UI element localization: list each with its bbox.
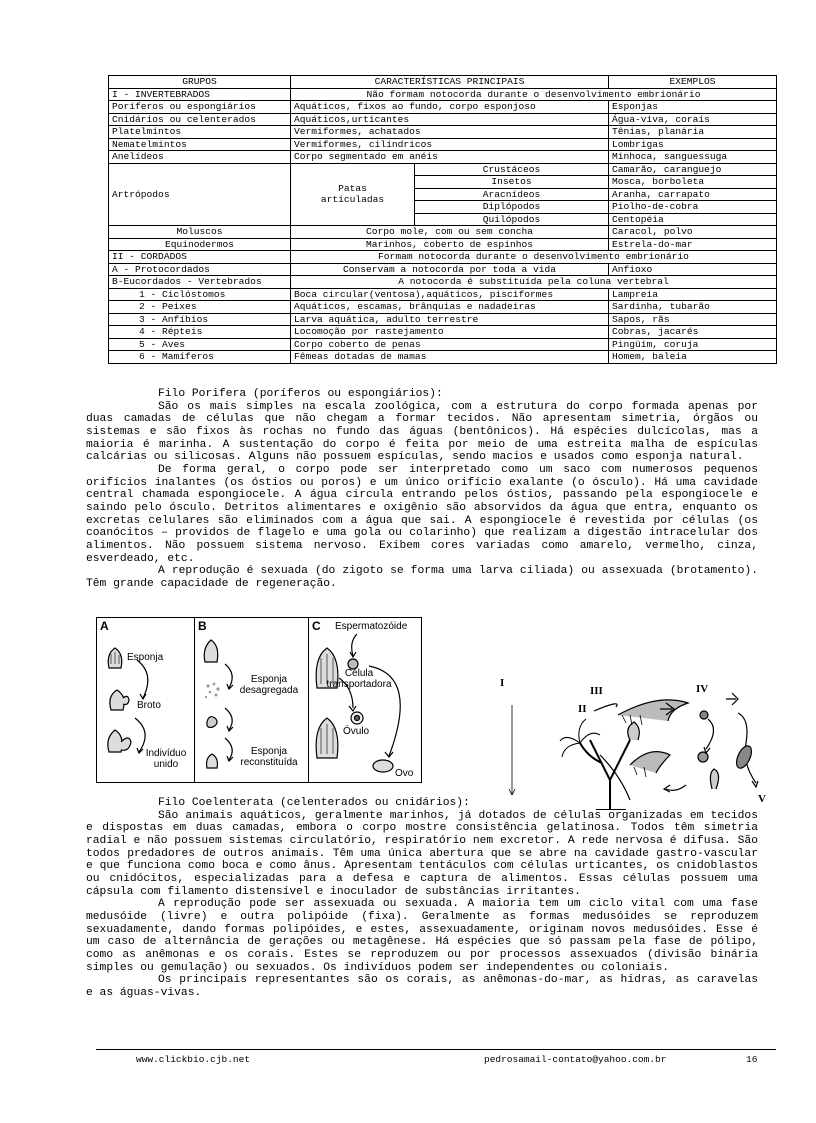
cnidarian-life-cycle (490, 675, 780, 810)
cell-exemplo: Sardinha, tubarão (609, 301, 777, 314)
figure-c-label-celula: Célula transportadora (326, 668, 392, 690)
table-row (109, 101, 777, 114)
cell-caracteristica: Locomoção por rastejamento (291, 326, 609, 339)
cycle-label-iii: III (590, 685, 603, 697)
cordados-desc: Formam notocorda durante o desenvolvimento embrionário (291, 251, 777, 264)
cycle-label-ii: II (578, 703, 587, 715)
figure-b-label-desagregada: Esponja desagregada (239, 674, 299, 696)
cell-exemplo: Homem, baleia (609, 351, 777, 364)
table-row (109, 151, 777, 164)
cell-exemplo: Centopéia (609, 213, 777, 226)
figure-c-label-ovo: Ovo (395, 768, 414, 779)
fertilization-illustration (309, 618, 421, 782)
table-row (109, 338, 777, 351)
cell-exemplo: Mosca, borboleta (609, 176, 777, 189)
cell-exemplo: Cobras, jacarés (609, 326, 777, 339)
paragraph: De forma geral, o corpo pode ser interpretado como um saco com numerosos pequenos orifícios inalantes (os óstios ou poros) e um único orifício exalante (o ósculo). Há uma cavidade central chamada espongiocele. A água circula entrando pelos óstios, passando pela espongiocele e saindo pelo ósculo. Detritos alimentares e oxigênio são absorvidos da água que entra, enquanto os excretas celulares são eliminados com a água que sai. A espongiocele é revestida por células (os coanócitos – providos de flagelo e uma gola ou colarinho) que realizam a digestão intracelular dos alimentos. Não possuem sistema nervoso. Exibem cores variadas como amarelo, vermelho, cinza, esverdeado, etc. (86, 463, 758, 565)
table-row (109, 238, 777, 251)
cell-grupo: 3 - Anfíbios (109, 313, 291, 326)
paragraph: São animais aquáticos, geralmente marinhos, já dotados de células organizadas em tecidos e dispostas em duas camadas, embora o corpo mostre consistência gelatinosa. Todos têm simetria radial e não possuem sistemas circulatório, respiratório nem excretor. A rede nervosa é difusa. São todos predadores de outros animais. Têm uma única abertura que se abre na cavidade gastro-vascular e que funciona como boca e como ânus. Apresentam tentáculos com células urticantes, os cnidoblastos ou cnidócitos, especializadas para a defesa e captura de alimentos. Essas células possuem uma cápsula com filamento distensível e inoculador de substâncias irritantes. (86, 809, 758, 898)
cell-grupo: A - Protocordados (109, 263, 291, 276)
figure-a-label-individuo: Indivíduo unido (145, 748, 187, 770)
cell-subclasse: Insetos (415, 176, 609, 189)
table-row (109, 113, 777, 126)
table-row (109, 126, 777, 139)
cell-caracteristica: A notocorda é substituída pela coluna vertebral (291, 276, 777, 289)
cell-caracteristica: Corpo coberto de penas (291, 338, 609, 351)
paragraph: A reprodução pode ser assexuada ou sexuada. A maioria tem um ciclo vital com uma fase medusóide (livre) e outra polipóide (fixa). Geralmente as formas medusóides se reproduzem sexuadamente, dando formas polipóides, e estes, assexuadamente, originam novos medusóides. Esse é um caso de alternância de gerações ou metagênese. Há espécies que só passam pela fase de pólipo, como as anêmonas e os corais. Estes se reproduzem ou por processos assexuados (divisão binária simples ou gemulação) ou sexuados. Os indivíduos podem ser independentes ou coloniais. (86, 898, 758, 974)
figure-a-label-esponja: Esponja (127, 652, 164, 663)
cell-exemplo: Lampreia (609, 288, 777, 301)
cycle-label-i: I (500, 677, 505, 689)
cell-caracteristica: Corpo mole, com ou sem concha (291, 226, 609, 239)
figure-c-label-espermatozoide: Espermatozóide (335, 621, 408, 632)
cell-grupo: Anelídeos (109, 151, 291, 164)
classification-table (108, 75, 777, 364)
porifera-section (86, 388, 758, 591)
cell-subclasse: Crustáceos (415, 163, 609, 176)
cell-grupo: Moluscos (109, 226, 291, 239)
cell-caracteristica: Corpo segmentado em anéis (291, 151, 609, 164)
cell-caracteristica: Aquáticos, escamas, brânquias e nadadeiras (291, 301, 609, 314)
cell-grupo: 4 - Répteis (109, 326, 291, 339)
cell-grupo: 2 - Peixes (109, 301, 291, 314)
cell-caracteristica: Marinhos, coberto de espinhos (291, 238, 609, 251)
coelenterata-section (86, 797, 758, 1000)
cell-exemplo: Tênias, planária (609, 126, 777, 139)
header-grupos: GRUPOS (109, 76, 291, 89)
cell-exemplo: Caracol, polvo (609, 226, 777, 239)
footer-page-number: 16 (746, 1054, 758, 1065)
cell-caracteristica: Aquáticos, fixos ao fundo, corpo esponjoso (291, 101, 609, 114)
table-row (109, 163, 777, 176)
header-caracteristicas: CARACTERÍSTICAS PRINCIPAIS (291, 76, 609, 89)
artropodos-feature: Patas articuladas (291, 163, 415, 226)
cell-exemplo: Camarão, caranguejo (609, 163, 777, 176)
table-row (109, 351, 777, 364)
cell-exemplo: Estrela-do-mar (609, 238, 777, 251)
coelenterata-heading: Filo Coelenterata (celenterados ou cnidários): (158, 797, 470, 809)
cell-grupo: 1 - Ciclóstomos (109, 288, 291, 301)
cell-grupo: 5 - Aves (109, 338, 291, 351)
header-exemplos: EXEMPLOS (609, 76, 777, 89)
cell-caracteristica: Vermiformes, achatados (291, 126, 609, 139)
cell-caracteristica: Vermiformes, cilíndricos (291, 138, 609, 151)
porifera-heading: Filo Porifera (poríferos ou espongiários): (158, 388, 443, 400)
table-row (109, 88, 777, 101)
table-row (109, 251, 777, 264)
life-cycle-illustration (490, 675, 780, 810)
cell-exemplo: Anfioxo (609, 263, 777, 276)
cell-grupo: Poríferos ou espongiários (109, 101, 291, 114)
cell-grupo: Nematelmintos (109, 138, 291, 151)
cell-exemplo: Sapos, rãs (609, 313, 777, 326)
table-row (109, 301, 777, 314)
figure-b-regeneration (194, 617, 309, 783)
cell-caracteristica: Aquáticos,urticantes (291, 113, 609, 126)
figure-a-letter: A (100, 619, 109, 633)
cycle-label-v: V (758, 793, 766, 805)
cell-caracteristica: Conservam a notocorda por toda a vida (291, 263, 609, 276)
cell-grupo: Cnidários ou celenterados (109, 113, 291, 126)
cell-caracteristica: Fêmeas dotadas de mamas (291, 351, 609, 364)
figure-a-label-broto: Broto (137, 700, 161, 711)
invertebrados-desc: Não formam notocorda durante o desenvolvimento embrionário (291, 88, 777, 101)
paragraph: São os mais simples na escala zoológica, com a estrutura do corpo formada apenas por duas camadas de células que não chegam a formar tecidos. Não apresentam simetria, órgãos ou sistemas e são fixos às rochas no fundo das águas (bentônicos). Há espécies dulcícolas, mas a maioria é marinha. A sustentação do corpo é feita por meio de uma estreita malha de espículas calcárias ou silicosas. Alguns não possuem espículas, sendo macios e usados como esponja natural. (86, 400, 758, 464)
paragraph: A reprodução é sexuada (do zigoto se forma uma larva ciliada) ou assexuada (brotamento). Têm grande capacidade de regeneração. (86, 565, 758, 590)
cell-grupo: B-Eucordados - Vertebrados (109, 276, 291, 289)
cell-subclasse: Diplópodos (415, 201, 609, 214)
table-row (109, 276, 777, 289)
cycle-label-iv: IV (696, 683, 709, 695)
invertebrados-label: I - INVERTEBRADOS (109, 88, 291, 101)
figure-a-budding (96, 617, 195, 783)
cell-grupo: Equinodermos (109, 238, 291, 251)
figure-c-fertilization (308, 617, 422, 783)
table-header-row (109, 76, 777, 89)
figure-b-letter: B (198, 619, 207, 633)
cell-caracteristica: Larva aquática, adulto terrestre (291, 313, 609, 326)
artropodos-label: Artrópodos (109, 163, 291, 226)
paragraph: Os principais representantes são os corais, as anêmonas-do-mar, as hidras, as caravelas e as águas-vivas. (86, 974, 758, 999)
cell-exemplo: Pingüim, coruja (609, 338, 777, 351)
table-row (109, 288, 777, 301)
table-row (109, 326, 777, 339)
cell-exemplo: Lombrigas (609, 138, 777, 151)
cell-exemplo: Esponjas (609, 101, 777, 114)
figure-c-label-ovulo: Óvulo (343, 726, 370, 737)
cell-grupo: 6 - Mamíferos (109, 351, 291, 364)
table-row (109, 226, 777, 239)
cell-exemplo: Aranha, carrapato (609, 188, 777, 201)
table-row (109, 138, 777, 151)
footer-site: www.clickbio.cjb.net (136, 1054, 251, 1065)
figure-b-label-reconstituida: Esponja reconstituída (240, 746, 298, 768)
table-row (109, 313, 777, 326)
cell-subclasse: Quilópodos (415, 213, 609, 226)
cordados-label: II - CORDADOS (109, 251, 291, 264)
cell-exemplo: Minhoca, sanguessuga (609, 151, 777, 164)
footer-email: pedrosamail-contato@yahoo.com.br (484, 1054, 667, 1065)
cell-grupo: Platelmintos (109, 126, 291, 139)
footer-divider (96, 1049, 776, 1050)
table-row (109, 263, 777, 276)
figure-c-letter: C (312, 619, 321, 633)
cell-exemplo: Piolho-de-cobra (609, 201, 777, 214)
cell-exemplo: Água-viva, corais (609, 113, 777, 126)
cell-subclasse: Aracnídeos (415, 188, 609, 201)
cell-caracteristica: Boca circular(ventosa),aquáticos, pisciformes (291, 288, 609, 301)
